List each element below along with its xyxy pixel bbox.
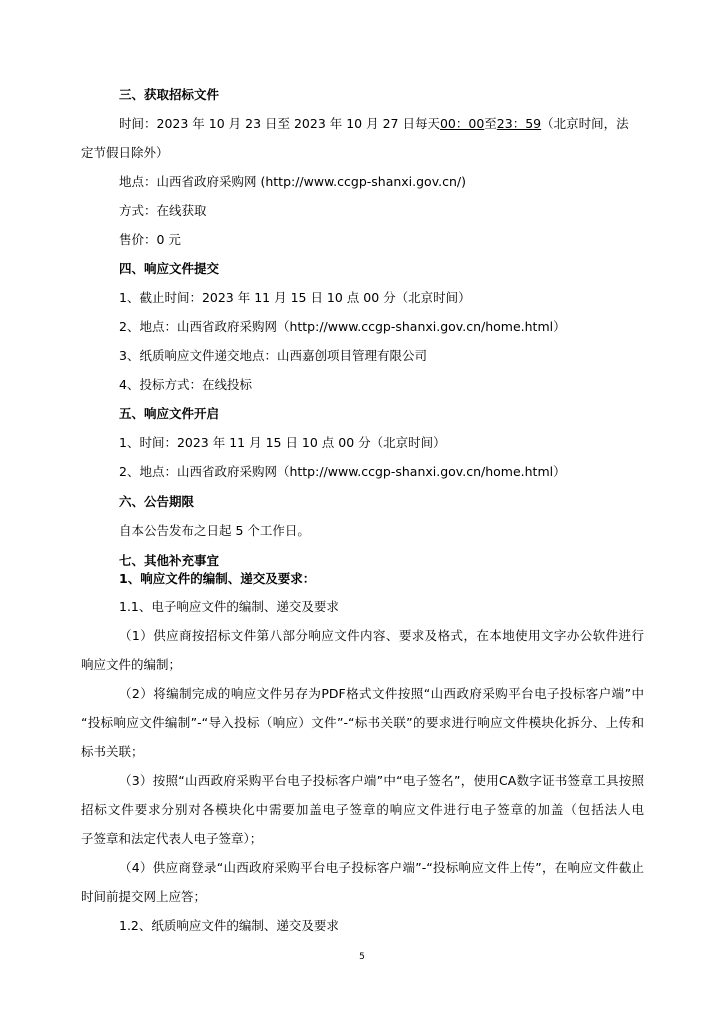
paragraph-1-line-2: 响应文件的编制；	[81, 657, 182, 672]
time-suffix: （北京时间，法	[541, 116, 629, 131]
place-line: 地点：山西省政府采购网 (http://www.ccgp-shanxi.gov.cn/)	[119, 174, 466, 189]
paragraph-3-line-2: 招标文件要求分别对各模块化中需要加盖电子签章的响应文件进行电子签章的加盖（包括法人电	[81, 802, 644, 817]
subsection-heading-1-1: 1.1、电子响应文件的编制、递交及要求	[119, 599, 339, 614]
opening-place: 2、地点：山西省政府采购网（http://www.ccgp-shanxi.gov.cn/home.html）	[119, 464, 566, 479]
section-heading-5: 五、响应文件开启	[119, 406, 220, 421]
paper-submit-place: 3、纸质响应文件递交地点：山西嘉创项目管理有限公司	[119, 348, 427, 363]
price-line: 售价：0 元	[119, 232, 181, 247]
paragraph-2-line-3: 标书关联；	[81, 744, 144, 759]
time-start: 00：00	[439, 116, 485, 131]
paragraph-4-line-2: 时间前提交网上应答；	[81, 889, 207, 904]
paragraph-4-line-1: （4）供应商登录“山西政府采购平台电子投标客户端”-“投标响应文件上传”，在响应文件截止	[119, 860, 644, 875]
section-heading-3: 三、获取招标文件	[119, 87, 220, 102]
opening-time: 1、时间：2023 年 11 月 15 日 10 点 00 分（北京时间）	[119, 435, 446, 450]
paragraph-1-line-1: （1）供应商按招标文件第八部分响应文件内容、要求及格式，在本地使用文字办公软件进行	[119, 628, 644, 643]
section-heading-7: 七、其他补充事宜	[119, 553, 220, 568]
method-line: 方式：在线获取	[119, 203, 207, 218]
paragraph-2-line-2: “投标响应文件编制”-“导入投标（响应）文件”-“标书关联”的要求进行响应文件模块化拆分、上传和	[81, 715, 644, 730]
time-end: 23：59	[496, 116, 542, 131]
subsection-heading-1-2: 1.2、纸质响应文件的编制、递交及要求	[119, 918, 339, 933]
page-number: 5	[359, 952, 365, 962]
section-heading-6: 六、公告期限	[119, 494, 195, 509]
time-mid: 至	[484, 116, 497, 131]
time-prefix: 时间：2023 年 10 月 23 日至 2023 年 10 月 27 日每天	[119, 116, 440, 131]
submit-deadline: 1、截止时间：2023 年 11 月 15 日 10 点 00 分（北京时间）	[119, 290, 471, 305]
paragraph-3-line-3: 子签章和法定代表人电子签章）；	[81, 831, 263, 846]
time-line	[119, 116, 644, 132]
notice-period-text: 自本公告发布之日起 5 个工作日。	[119, 523, 310, 538]
paragraph-2-line-1: （2）将编制完成的响应文件另存为PDF格式文件按照“山西政府采购平台电子投标客户端”中	[119, 686, 644, 701]
section-heading-4: 四、响应文件提交	[119, 261, 220, 276]
submit-place: 2、地点：山西省政府采购网（http://www.ccgp-shanxi.gov.cn/home.html）	[119, 319, 566, 334]
subsection-heading-1: 1、响应文件的编制、递交及要求：	[119, 571, 316, 586]
paragraph-3-line-1: （3）按照“山西政府采购平台电子投标客户端”中“电子签名”，使用CA数字证书签章工具按照	[119, 773, 644, 788]
bid-method: 4、投标方式：在线投标	[119, 377, 252, 392]
time-continuation: 定节假日除外）	[81, 145, 169, 160]
